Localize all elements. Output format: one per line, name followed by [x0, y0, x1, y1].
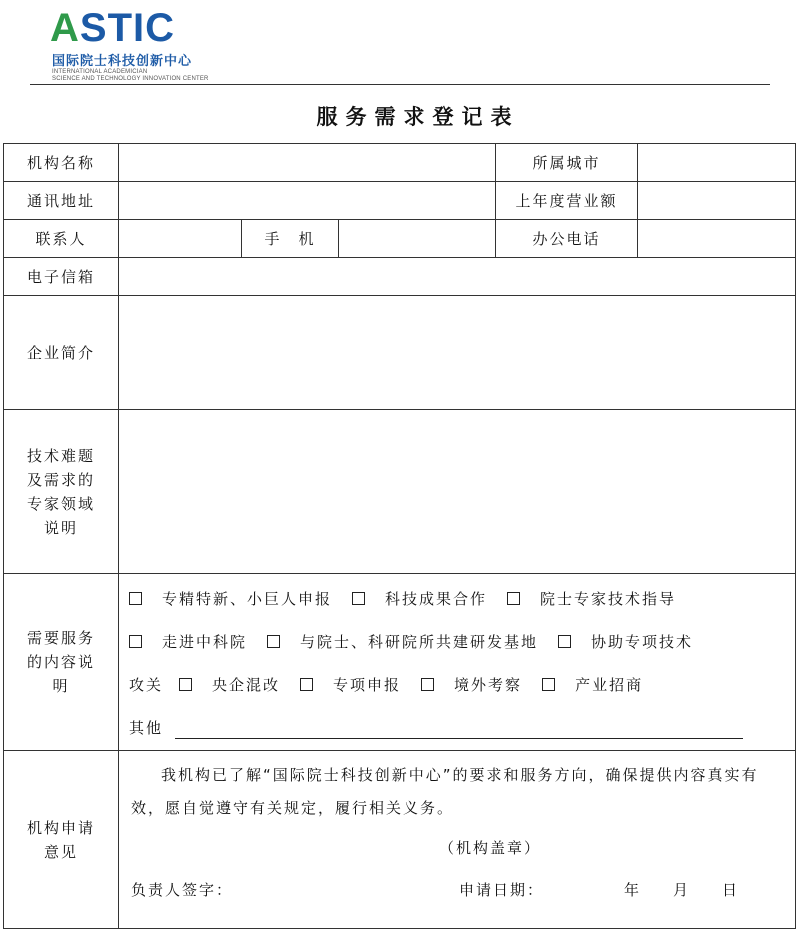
services-options [119, 574, 796, 751]
office-phone-field[interactable] [638, 220, 796, 258]
email-label: 电子信箱 [4, 258, 119, 296]
month-label: 月 [673, 881, 691, 899]
service-option-label: 协助专项技术 [591, 633, 694, 651]
services-row-2 [129, 621, 785, 664]
logo-en-line2: SCIENCE AND TECHNOLOGY INNOVATION CENTER [52, 76, 209, 82]
date-label: 申请日期： [459, 881, 545, 899]
service-option[interactable] [542, 664, 643, 707]
opinion-cell [119, 751, 796, 929]
services-label: 需要服务的内容说明 [4, 574, 119, 751]
opinion-label: 机构申请意见 [4, 751, 119, 929]
checkbox[interactable] [542, 678, 555, 691]
address-field[interactable] [119, 182, 496, 220]
service-option[interactable] [421, 664, 522, 707]
checkbox[interactable] [558, 635, 571, 648]
mobile-field[interactable] [339, 220, 496, 258]
services-row-other [129, 707, 785, 750]
other-input-line[interactable] [175, 718, 743, 739]
service-option-label: 科技成果合作 [385, 590, 488, 608]
service-option[interactable] [267, 621, 538, 664]
checkbox[interactable] [352, 592, 365, 605]
contact-label: 联系人 [4, 220, 119, 258]
tech-needs-label: 技术难题及需求的专家领域说明 [4, 410, 119, 574]
header-rule [30, 84, 770, 85]
service-option[interactable] [558, 621, 693, 664]
service-option-label: 央企混改 [212, 676, 281, 694]
application-date [459, 879, 739, 900]
email-field[interactable] [119, 258, 796, 296]
checkbox[interactable] [267, 635, 280, 648]
service-option-label: 产业招商 [575, 676, 644, 694]
service-option-label: 专项申报 [333, 676, 402, 694]
service-option[interactable] [352, 578, 487, 621]
revenue-label: 上年度营业额 [496, 182, 638, 220]
checkbox[interactable] [507, 592, 520, 605]
other-label: 其他 [129, 719, 164, 737]
checkbox[interactable] [129, 592, 142, 605]
checkbox[interactable] [421, 678, 434, 691]
org-name-label: 机构名称 [4, 144, 119, 182]
service-option[interactable] [300, 664, 401, 707]
year-label: 年 [624, 881, 642, 899]
service-option-label: 与院士、科研院所共建研发基地 [300, 633, 539, 651]
address-label: 通讯地址 [4, 182, 119, 220]
service-option-label: 境外考察 [454, 676, 523, 694]
checkbox[interactable] [300, 678, 313, 691]
day-label: 日 [722, 881, 740, 899]
logo-cn-name: 国际院士科技创新中心 [52, 54, 193, 69]
service-option-label: 院士专家技术指导 [540, 590, 677, 608]
seal-text: （机构盖章） [439, 839, 542, 857]
profile-field[interactable] [119, 296, 796, 410]
opinion-statement: 我机构已了解“国际院士科技创新中心”的要求和服务方向，确保提供内容真实有效，愿自觉遵守有关规定，履行相关义务。 [131, 766, 759, 817]
city-field[interactable] [638, 144, 796, 182]
document-title: 服务需求登记表 [316, 105, 520, 129]
astic-logo [50, 8, 270, 83]
signer-label: 负责人签字： [131, 881, 234, 899]
service-option-continued: 攻关 [129, 676, 164, 694]
org-name-field[interactable] [119, 144, 496, 182]
revenue-field[interactable] [638, 182, 796, 220]
checkbox[interactable] [179, 678, 192, 691]
services-row-1 [129, 578, 785, 621]
service-option[interactable] [179, 664, 280, 707]
profile-label: 企业简介 [4, 296, 119, 410]
checkbox[interactable] [129, 635, 142, 648]
city-label: 所属城市 [496, 144, 638, 182]
service-option[interactable] [129, 578, 332, 621]
logo-wordmark: ASTIC [50, 6, 176, 50]
logo-en-line1: INTERNATIONAL ACADEMICIAN [52, 69, 148, 75]
office-phone-label: 办公电话 [496, 220, 638, 258]
services-row-3 [129, 664, 785, 707]
tech-needs-field[interactable] [119, 410, 796, 574]
service-option-label: 走进中科院 [162, 633, 248, 651]
service-option-label: 专精特新、小巨人申报 [162, 590, 333, 608]
service-option[interactable] [129, 621, 247, 664]
service-request-form [3, 143, 796, 929]
service-option[interactable] [507, 578, 676, 621]
mobile-label: 手 机 [242, 220, 339, 258]
contact-field[interactable] [119, 220, 242, 258]
